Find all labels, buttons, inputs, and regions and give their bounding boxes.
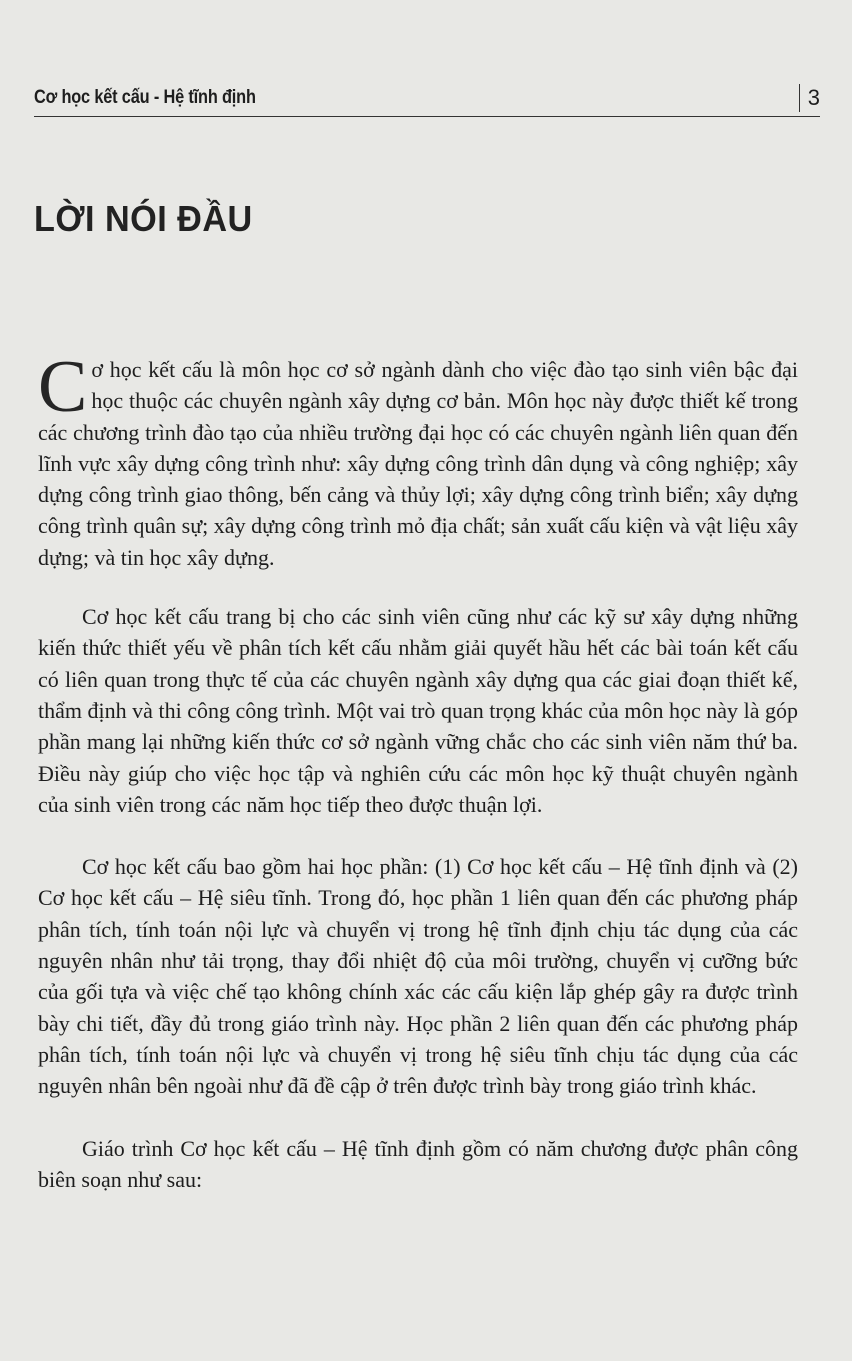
running-header — [34, 84, 820, 117]
paragraph-2: Cơ học kết cấu trang bị cho các sinh viên cũng như các kỹ sư xây dựng những kiến thức thiết yếu về phân tích kết cấu nhằm giải quyết hầu hết các bài toán kết cấu có liên quan trong thực tế của các chuyên ngành xây dựng qua các giai đoạn thiết kế, thẩm định và thi công công trình. Một vai trò quan trọng khác của môn học này là góp phần mang lại những kiến thức cơ sở ngành vững chắc cho các sinh viên năm thứ ba. Điều này giúp cho việc học tập và nghiên cứu các môn học kỹ thuật chuyên ngành của sinh viên trong các năm học tiếp theo được thuận lợi. — [38, 604, 798, 817]
drop-cap: C — [38, 346, 88, 428]
paragraph-1 — [38, 346, 798, 573]
body-text — [38, 346, 798, 1226]
page-number: 3 — [799, 84, 820, 112]
chapter-title: LỜI NÓI ĐẦU — [34, 198, 253, 239]
paragraph-1-text: ơ học kết cấu là môn học cơ sở ngành dành cho việc đào tạo sinh viên bậc đại học thuộc các chuyên ngành xây dựng cơ bản. Môn học này được thiết kế trong các chương trình đào tạo của nhiều trường đại học có các chuyên ngành liên quan đến lĩnh vực xây dựng công trình như: xây dựng công trình dân dụng và công nghiệp; xây dựng công trình giao thông, bến cảng và thủy lợi; xây dựng công trình biển; xây dựng công trình quân sự; xây dựng công trình mỏ địa chất; sản xuất cấu kiện và vật liệu xây dựng; và tin học xây dựng. — [38, 357, 798, 570]
paragraph-4: Giáo trình Cơ học kết cấu – Hệ tĩnh định gồm có năm chương được phân công biên soạn như sau: — [38, 1135, 798, 1192]
paragraph-3: Cơ học kết cấu bao gồm hai học phần: (1) Cơ học kết cấu – Hệ tĩnh định và (2) Cơ học kết cấu – Hệ siêu tĩnh. Trong đó, học phần 1 liên quan đến các phương pháp phân tích, tính toán nội lực và chuyển vị trong hệ tĩnh định chịu tác dụng của các nguyên nhân như tải trọng, thay đổi nhiệt độ của môi trường, chuyển vị cưỡng bức của gối tựa và việc chế tạo không chính xác các cấu kiện lắp ghép gây ra được trình bày chi tiết, đầy đủ trong giáo trình này. Học phần 2 liên quan đến các phương pháp phân tích, tính toán nội lực và chuyển vị trong hệ siêu tĩnh chịu tác dụng của các nguyên nhân bên ngoài như đã đề cập ở trên được trình bày trong giáo trình khác. — [38, 854, 798, 1099]
running-title: Cơ học kết cấu - Hệ tĩnh định — [34, 87, 256, 108]
